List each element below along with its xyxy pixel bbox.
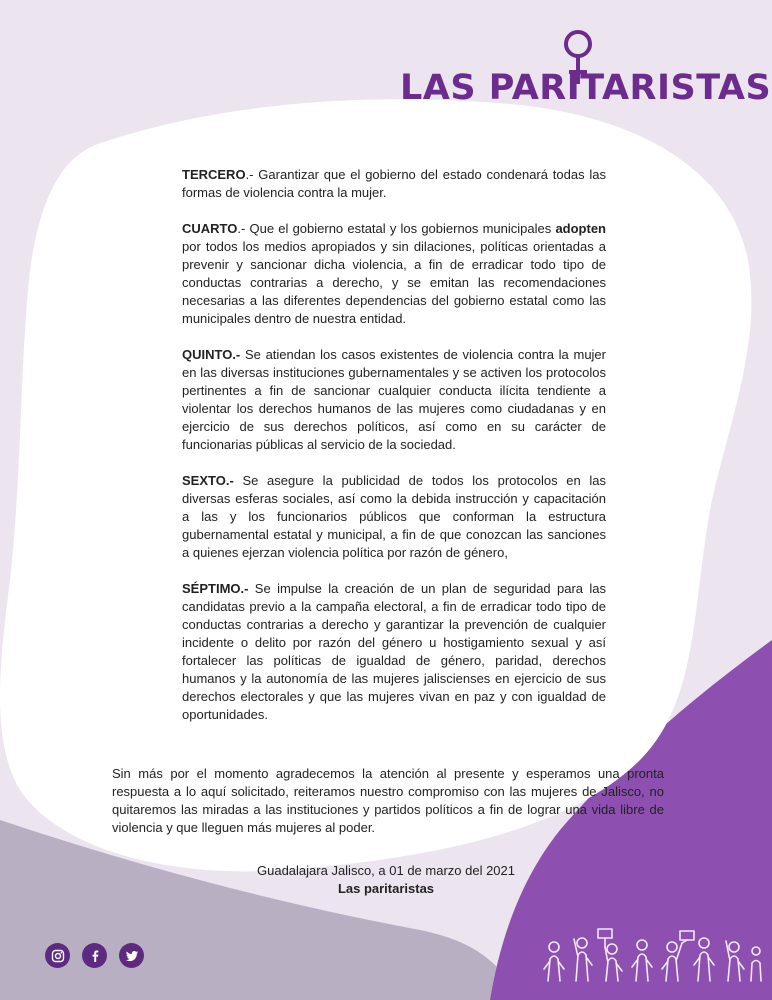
clause-heading: CUARTO — [182, 221, 238, 236]
clause-heading: TERCERO — [182, 167, 246, 182]
brand-logo — [400, 28, 772, 108]
women-protest-illustration — [540, 925, 765, 985]
clause-heading: SÉPTIMO.- — [182, 581, 249, 596]
clause-heading: QUINTO.- — [182, 347, 241, 362]
clause-tercero: TERCERO.- Garantizar que el gobierno del estado condenará todas las formas de violencia contra la mujer. — [182, 167, 606, 200]
clause-text: por todos los medios apropiados y sin dilaciones, políticas orientadas a prevenir y sancionar dicha violencia, a fin de erradicar todo tipo de conductas contrarias a derecho, y se emitan las recomendaciones necesarias a las diferentes dependencias del gobierno estatal como las municipales dentro de nuestra entidad. — [182, 239, 606, 326]
social-links — [45, 943, 144, 968]
clause-sexto — [182, 472, 606, 562]
clause-text: Que el gobierno estatal y los gobiernos municipales — [245, 221, 556, 236]
clause-cuarto: CUARTO.- Que el gobierno estatal y los gobiernos municipales adopten por todos los medios apropiados y sin dilaciones, políticas orientadas a prevenir y sancionar dicha violencia, a fin de erradicar todo tipo de conductas contrarias a derecho, y se emitan las recomendaciones necesarias a las diferentes dependencias del gobierno estatal como las municipales dentro de nuestra entidad. — [182, 221, 606, 326]
clause-emphasis: adopten — [555, 221, 606, 236]
signature-place-date: Guadalajara Jalisco, a 01 de marzo del 2021 — [257, 863, 515, 878]
clause-text: Garantizar que el gobierno del estado condenará todas las formas de violencia contra la mujer. — [182, 167, 606, 200]
signature-block — [160, 862, 612, 898]
facebook-icon — [88, 949, 102, 963]
twitter-button[interactable] — [119, 943, 144, 968]
clause-septimo — [182, 580, 606, 724]
clause-heading: SEXTO.- — [182, 473, 234, 488]
twitter-icon — [125, 949, 139, 963]
clause-text: Se atiendan los casos existentes de violencia contra la mujer en las diversas instituciones gubernamentales y se activen los protocolos pertinentes a fin de sancionar cualquier conducta ilícita tendiente a violentar los derechos humanos de las mujeres como ciudadanas y en ejercicio de sus derechos políticos, así como en su carácter de funcionarias públicas al servicio de la sociedad. — [182, 347, 606, 452]
clause-text: Se impulse la creación de un plan de seguridad para las candidatas previo a la campaña electoral, a fin de erradicar todo tipo de conductas contrarias a derecho y garantizar la prevención de cualquier incidente o delito por razón del género u hostigamiento sexual y así fortalecer las políticas de igualdad de género, paridad, derechos humanos y la autonomía de las mujeres jaliscienses en ejercicio de sus derechos electorales y que las mujeres vivan en paz y con igualdad de oportunidades. — [182, 581, 606, 722]
instagram-button[interactable] — [45, 943, 70, 968]
instagram-icon — [51, 949, 65, 963]
document-body — [182, 166, 606, 742]
facebook-button[interactable] — [82, 943, 107, 968]
clause-quinto — [182, 346, 606, 454]
closing-paragraph: Sin más por el momento agradecemos la atención al presente y esperamos una pronta respuesta a lo aquí solicitado, reiteramos nuestro compromiso con las mujeres de Jalisco, no quitaremos las miradas a las instituciones y partidos políticos a fin de lograr una vida libre de violencia y que lleguen más mujeres al poder. — [112, 766, 664, 835]
clause-text: Se asegure la publicidad de todos los protocolos en las diversas esferas sociales, así como la debida instrucción y capacitación a las y los funcionarios públicos que conforman la estructura gubernamental estatal y municipal, a fin de que conozcan las sanciones a quienes ejerzan violencia política por razón de género, — [182, 473, 606, 560]
logo-wordmark: LAS PARITARISTAS — [400, 68, 772, 108]
signature-name: Las paritaristas — [337, 881, 435, 896]
